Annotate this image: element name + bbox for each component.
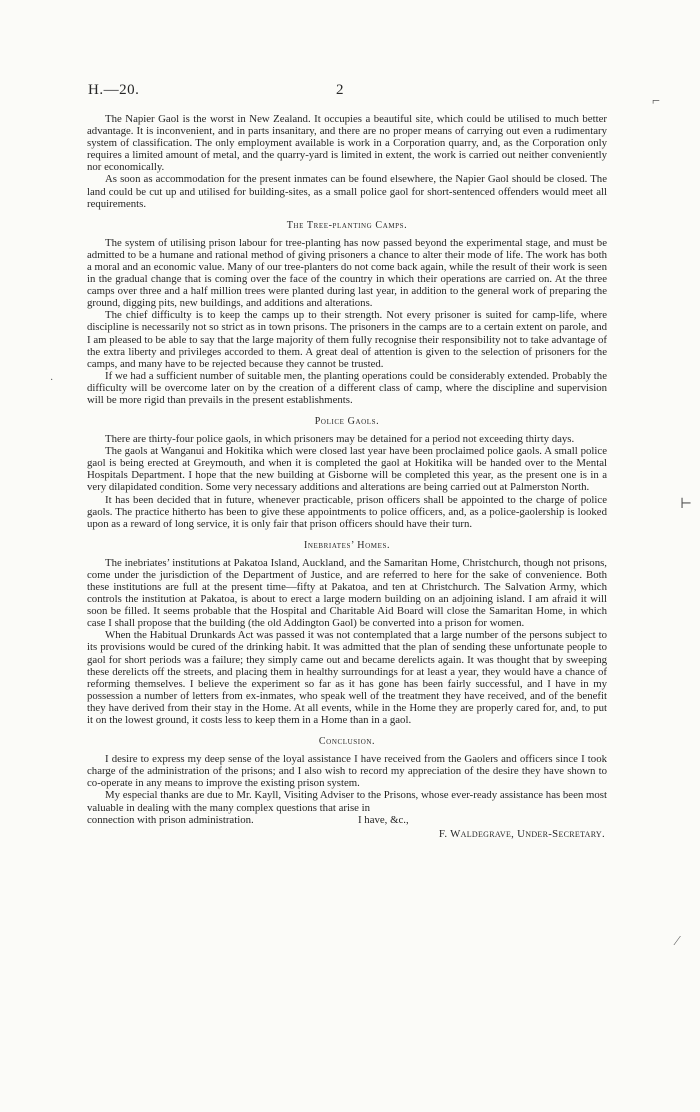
paragraph: If we had a sufficient number of suitable men, the planting operations could be considerably extended. Probably the difficulty will be overcome later on by the creation of a different class of camp, where the discipline and supervision will be more rigid than prevails in the present establishments. [87,369,607,406]
paragraph: When the Habitual Drunkards Act was passed it was not contemplated that a large number of the persons subject to its provisions would be cured of the drinking habit. It was admitted that the plan of sending these unfortunate people to gaol for short periods was a failure; they simply came out and became derelicts again. It was thought that by sweeping these derelicts off the streets, and placing them in healthy surroundings for at least a year, they would have a chance of reforming themselves. I believe the experiment so far as it has gone has been fairly successful, and I have in my possession a number of letters from ex-inmates, who speak well of the treatment they have received, and of the benefit they have derived from their stay in the Home. At all events, while in the Home they are properly cared for, and, to put it on the lowest ground, it costs less to keep them in a Home than in a gaol. [87,629,607,727]
paragraph: The system of utilising prison labour for tree-planting has now passed beyond the experimental stage, and must be admitted to be a humane and rational method of giving prisoners a chance to alter their mode of life. The work has both a moral and an economic value. Many of our tree-planters do not come back again, while the result of their work is seen in the gradual change that is coming over the face of the country in which their operations are carried on. At the three camps over three and a half million trees were planted during last year, in addition to the general work of preparing the ground, digging pits, new buildings, and additions and alterations. [87,236,607,310]
section-heading: Conclusion. [318,736,376,748]
paragraph: It has been decided that in future, whenever practicable, prison officers shall be appointed to the charge of police gaols. The practice hitherto has been to give these appointments to police officers, and, as a police-gaolership is looked upon as a reward of long service, it is only fair that prison officers should have their turn. [87,493,607,530]
paragraph: The inebriates’ institutions at Pakatoa Island, Auckland, and the Samaritan Home, Christchurch, though not prisons, come under the jurisdiction of the Department of Justice, and are referred to here for the sake of convenience. Both these institutions are full at the present time—fifty at Pakatoa, and ten at Christchurch. The Salvation Army, which controls the institution at Pakatoa, is about to erect a large modern building on an adjoining island. I am afraid it will soon be filled. It seems probable that the Hospital and Charitable Aid Board will close the Samaritan Home, in which case I shall propose that the building (the old Addington Gaol) be converted into a prison for women. [87,556,607,630]
page-number: 2 [336,82,344,98]
section-heading: The Tree-planting Camps. [286,219,408,231]
paragraph: There are thirty-four police gaols, in which prisoners may be detained for a period not exceeding thirty days. [105,433,575,446]
paragraph: I desire to express my deep sense of the loyal assistance I have received from the Gaolers and officers since I took charge of the administration of the prisons; and I also wish to record my appreciation of the desire they have shown to co-operate in any means to improve the existing prison system. [87,753,607,790]
margin-mark: ⌐ [652,94,660,109]
document-body [87,113,607,840]
section-heading: Police Gaols. [314,416,380,428]
report-reference: H.—20. [88,82,140,98]
signature: F. Waldegrave, Under-Secretary. [438,827,605,840]
salutation: I have, &c., [358,813,409,826]
margin-mark: ⊢ [680,497,693,512]
paragraph: The Napier Gaol is the worst in New Zealand. It occupies a beautiful site, which could be utilised to much better advantage. It is inconvenient, and in parts insanitary, and there are no proper means of carrying out even a rudimentary system of classification. The only employment available is work in a Corporation quarry, and, as the Corporation only requires a limited amount of metal, and the quarry-yard is limited in extent, the work is carried out neither conveniently nor economically. [87,113,607,174]
paragraph: The chief difficulty is to keep the camps up to their strength. Not every prisoner is suited for camp-life, where discipline is necessarily not so strict as in town prisons. The prisoners in the camps are to a certain extent on parole, and I am pleased to be able to say that the large majority of them fully recognise their responsibility not to take advantage of the extra liberty and privileges accorded to them. A great deal of attention is given to the selection of prisoners for the camps, and many have to be rejected because they cannot be trusted. [87,309,607,370]
section-heading: Inebriates’ Homes. [303,539,391,551]
margin-mark: · [50,375,54,386]
margin-mark: ⁄ [676,934,679,949]
closing-line [87,814,607,826]
closing-last-line: connection with prison administration. [87,813,254,826]
paragraph: As soon as accommodation for the present inmates can be found elsewhere, the Napier Gaol should be closed. The land could be cut up and utilised for building-sites, as a small police gaol for short-sentenced offenders would meet all requirements. [87,173,607,210]
paragraph: The gaols at Wanganui and Hokitika which were closed last year have been proclaimed police gaols. A small police gaol is being erected at Greymouth, and when it is completed the gaol at Hokitika will be handed over to the Mental Hospitals Department. I hope that the new building at Gisborne will be completed this year, as the present one is in a very dilapidated condition. Some very necessary additions and alterations are being carried out at Palmerston North. [87,445,607,494]
paragraph: My especial thanks are due to Mr. Kayll, Visiting Adviser to the Prisons, whose ever-ready assistance has been most valuable in dealing with the many complex questions that arise in [87,789,607,814]
